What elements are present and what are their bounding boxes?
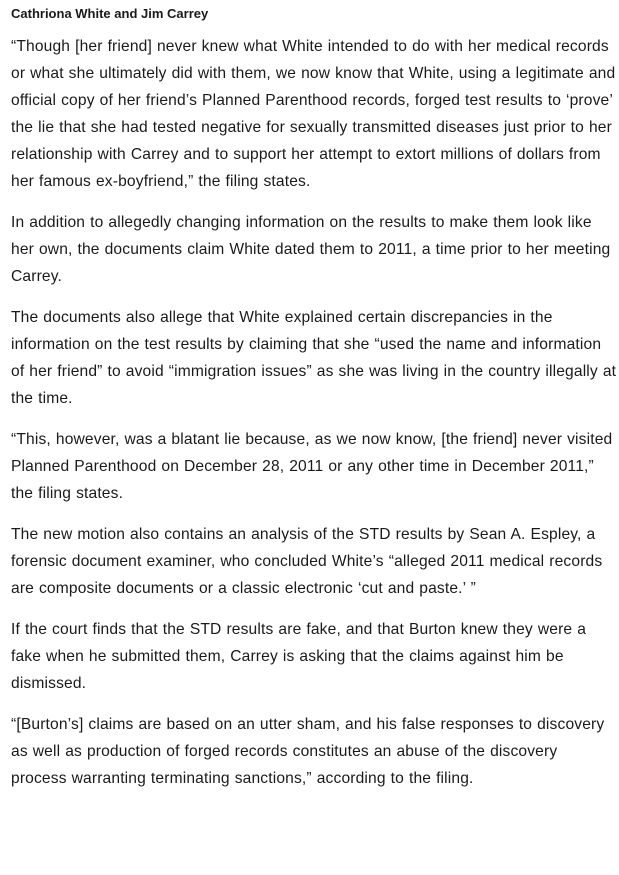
article-paragraph-7: “[Burton’s] claims are based on an utter sham, and his false responses to discovery as well as production of forged records constitutes an abuse of the discovery process warranting terminating sanctions,” according to the filing. [11,716,605,787]
article-body [11,5,617,806]
article-paragraph-6: If the court finds that the STD results are fake, and that Burton knew they were a fake when he submitted them, Carrey is asking that the claims against him be dismissed. [11,621,587,692]
article-paragraph-4: “This, however, was a blatant lie because, as we now know, [the friend] never visited Planned Parenthood on December 28, 2011 or any other time in December 2011,” the filing states. [11,431,613,502]
photo-caption: Cathriona White and Jim Carrey [11,6,209,21]
article-paragraph-1: “Though [her friend] never knew what White intended to do with her medical records or what she ultimately did with them, we now know that White, using a legitimate and official copy of her friend’s Planned Parenthood records, forged test results to ‘prove’ the lie that she had tested negative for sexually transmitted diseases just prior to her relationship with Carrey and to support her attempt to extort millions of dollars from her famous ex-boyfriend,” the filing states. [11,38,616,190]
article-paragraph-3: The documents also allege that White explained certain discrepancies in the information on the test results by claiming that she “used the name and information of her friend” to avoid “immigration issues” as she was living in the country illegally at the time. [11,309,617,407]
article-paragraph-5: The new motion also contains an analysis of the STD results by Sean A. Espley, a forensic document examiner, who concluded White’s “alleged 2011 medical records are composite documents or a classic electronic ‘cut and paste.’ ” [11,526,603,597]
article-paragraph-2: In addition to allegedly changing information on the results to make them look like her own, the documents claim White dated them to 2011, a time prior to her meeting Carrey. [11,214,611,285]
